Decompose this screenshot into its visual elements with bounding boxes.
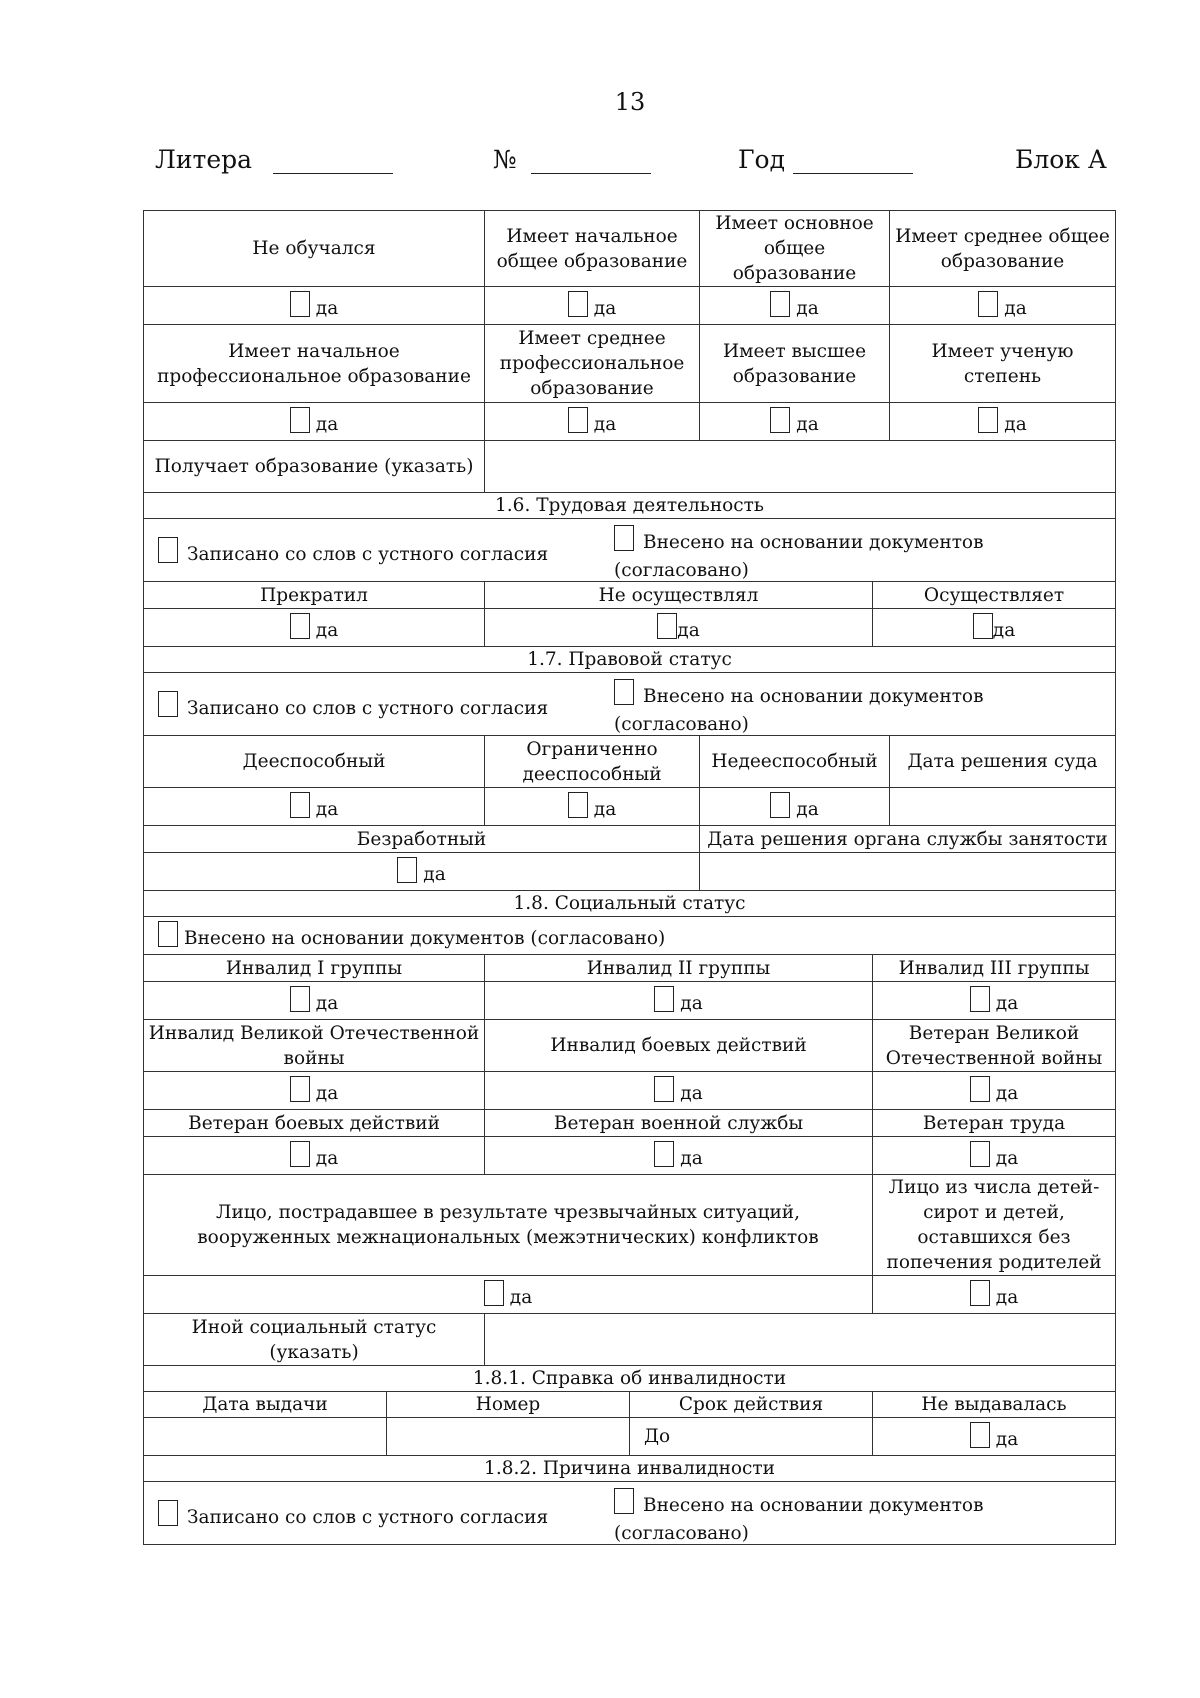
disabled-2-check[interactable]: да [485, 982, 873, 1020]
checkbox[interactable] [970, 1076, 990, 1102]
number-label: № [493, 145, 517, 174]
year-label: Год [738, 145, 785, 174]
legal-consent-row [144, 673, 1116, 736]
combat-disabled-label: Инвалид боевых действий [485, 1020, 873, 1072]
checkbox[interactable] [158, 921, 178, 947]
checkbox[interactable] [978, 291, 998, 317]
checkbox[interactable] [290, 792, 310, 818]
checkbox[interactable] [973, 613, 993, 639]
checkbox[interactable] [614, 525, 634, 551]
checkbox[interactable] [290, 986, 310, 1012]
work-docs-consent[interactable]: Внесено на основании документов (согласовано) [614, 525, 984, 582]
unemployed-check[interactable]: да [144, 853, 700, 891]
edu-primary-prof-label: Имеет начальное профессиональное образование [144, 325, 485, 403]
legal-capable-label: Дееспособный [144, 736, 485, 788]
emergency-victim-label: Лицо, пострадавшее в результате чрезвычайных ситуаций, вооруженных межнациональных (межэтнических) конфликтов [144, 1175, 873, 1276]
edu-secondary-prof-label: Имеет среднее профессиональное образование [485, 325, 700, 403]
work-consent-row [144, 519, 1116, 582]
checkbox[interactable] [770, 407, 790, 433]
checkbox[interactable] [657, 613, 677, 639]
checkbox[interactable] [970, 1141, 990, 1167]
military-veteran-label: Ветеран военной службы [485, 1110, 873, 1137]
checkbox[interactable] [290, 407, 310, 433]
reason-oral-consent[interactable]: Записано со слов с устного согласия [158, 1500, 548, 1530]
checkbox[interactable] [654, 1141, 674, 1167]
labour-veteran-label: Ветеран труда [873, 1110, 1116, 1137]
edu-higher-check[interactable]: да [700, 403, 890, 441]
legal-limited-check[interactable]: да [485, 788, 700, 826]
employment-date-field[interactable] [700, 853, 1116, 891]
form-header [155, 145, 1110, 181]
work-active-label: Осуществляет [873, 582, 1116, 609]
cert-issue-date-label: Дата выдачи [144, 1392, 387, 1418]
edu-studying-field[interactable] [485, 441, 1116, 493]
checkbox[interactable] [614, 679, 634, 705]
edu-basic-general-check[interactable]: да [700, 287, 890, 325]
legal-incapable-label: Недееспособный [700, 736, 890, 788]
other-status-field[interactable] [485, 1314, 1116, 1366]
edu-secondary-prof-check[interactable]: да [485, 403, 700, 441]
page-number: 13 [614, 88, 646, 116]
number-field[interactable] [531, 173, 651, 174]
legal-capable-check[interactable]: да [144, 788, 485, 826]
reason-consent-row [144, 1482, 1116, 1545]
checkbox[interactable] [290, 613, 310, 639]
registration-form-table [143, 210, 1116, 1545]
edu-primary-general-check[interactable]: да [485, 287, 700, 325]
litera-label: Литера [155, 145, 253, 174]
work-stopped-label: Прекратил [144, 582, 485, 609]
ww2-disabled-check[interactable]: да [144, 1072, 485, 1110]
legal-court-date-label: Дата решения суда [890, 736, 1116, 788]
work-never-label: Не осуществлял [485, 582, 873, 609]
disabled-2-label: Инвалид II группы [485, 955, 873, 982]
edu-degree-check[interactable]: да [890, 403, 1116, 441]
edu-basic-general-label: Имеет основное общее образование [700, 211, 890, 287]
social-section-title: 1.8. Социальный статус [144, 891, 1116, 917]
checkbox[interactable] [770, 792, 790, 818]
labour-veteran-check[interactable]: да [873, 1137, 1116, 1175]
legal-limited-label: Ограниченно дееспособный [485, 736, 700, 788]
work-oral-consent[interactable]: Записано со слов с устного согласия [158, 537, 548, 567]
cert-number-field[interactable] [387, 1418, 630, 1456]
combat-disabled-check[interactable]: да [485, 1072, 873, 1110]
legal-oral-consent[interactable]: Записано со слов с устного согласия [158, 691, 548, 721]
checkbox[interactable] [970, 1422, 990, 1448]
checkbox[interactable] [158, 537, 178, 563]
social-docs-consent[interactable]: Внесено на основании документов (согласовано) [144, 917, 1116, 955]
checkbox[interactable] [970, 986, 990, 1012]
work-active-check[interactable]: да [873, 609, 1116, 647]
cert-not-issued-label: Не выдавалась [873, 1392, 1116, 1418]
cert-number-label: Номер [387, 1392, 630, 1418]
cert-validity-label: Срок действия [630, 1392, 873, 1418]
ww2-veteran-check[interactable]: да [873, 1072, 1116, 1110]
other-status-label: Иной социальный статус (указать) [144, 1314, 485, 1366]
checkbox[interactable] [970, 1280, 990, 1306]
edu-primary-prof-check[interactable]: да [144, 403, 485, 441]
work-stopped-check[interactable]: да [144, 609, 485, 647]
year-field[interactable] [793, 173, 913, 174]
checkbox[interactable] [158, 691, 178, 717]
cert-validity-field[interactable]: До [630, 1418, 873, 1456]
emergency-victim-check[interactable]: да [144, 1276, 873, 1314]
checkbox[interactable] [568, 792, 588, 818]
combat-veteran-label: Ветеран боевых действий [144, 1110, 485, 1137]
legal-section-title: 1.7. Правовой статус [144, 647, 1116, 673]
edu-degree-label: Имеет ученую степень [890, 325, 1116, 403]
employment-date-label: Дата решения органа службы занятости [700, 826, 1116, 853]
checkbox[interactable] [290, 1141, 310, 1167]
orphan-label: Лицо из числа детей-сирот и детей, оставшихся без попечения родителей [873, 1175, 1116, 1276]
edu-secondary-general-check[interactable]: да [890, 287, 1116, 325]
checkbox[interactable] [654, 986, 674, 1012]
disabled-1-check[interactable]: да [144, 982, 485, 1020]
disabled-3-label: Инвалид III группы [873, 955, 1116, 982]
block-label: Блок А [1015, 145, 1107, 174]
ww2-disabled-label: Инвалид Великой Отечественной войны [144, 1020, 485, 1072]
litera-field[interactable] [273, 173, 393, 174]
disabled-1-label: Инвалид I группы [144, 955, 485, 982]
ww2-veteran-label: Ветеран Великой Отечественной войны [873, 1020, 1116, 1072]
legal-court-date-field[interactable] [890, 788, 1116, 826]
work-section-title: 1.6. Трудовая деятельность [144, 493, 1116, 519]
edu-none-label: Не обучался [144, 211, 485, 287]
edu-secondary-general-label: Имеет среднее общее образование [890, 211, 1116, 287]
checkbox[interactable] [654, 1076, 674, 1102]
edu-none-check[interactable]: да [144, 287, 485, 325]
checkbox[interactable] [978, 407, 998, 433]
legal-docs-consent[interactable]: Внесено на основании документов (согласовано) [614, 679, 984, 736]
unemployed-label: Безработный [144, 826, 700, 853]
checkbox[interactable] [290, 291, 310, 317]
checkbox[interactable] [568, 291, 588, 317]
disability-reason-title: 1.8.2. Причина инвалидности [144, 1456, 1116, 1482]
combat-veteran-check[interactable]: да [144, 1137, 485, 1175]
disability-cert-title: 1.8.1. Справка об инвалидности [144, 1366, 1116, 1392]
edu-higher-label: Имеет высшее образование [700, 325, 890, 403]
orphan-check[interactable]: да [873, 1276, 1116, 1314]
reason-docs-consent[interactable]: Внесено на основании документов (согласовано) [614, 1488, 984, 1545]
military-veteran-check[interactable]: да [485, 1137, 873, 1175]
checkbox[interactable] [770, 291, 790, 317]
checkbox[interactable] [290, 1076, 310, 1102]
work-never-check[interactable]: да [485, 609, 873, 647]
checkbox[interactable] [484, 1280, 504, 1306]
checkbox[interactable] [158, 1500, 178, 1526]
cert-issue-date-field[interactable] [144, 1418, 387, 1456]
checkbox[interactable] [614, 1488, 634, 1514]
checkbox[interactable] [568, 407, 588, 433]
disabled-3-check[interactable]: да [873, 982, 1116, 1020]
edu-primary-general-label: Имеет начальное общее образование [485, 211, 700, 287]
edu-studying-label: Получает образование (указать) [144, 441, 485, 493]
checkbox[interactable] [397, 857, 417, 883]
legal-incapable-check[interactable]: да [700, 788, 890, 826]
cert-not-issued-check[interactable]: да [873, 1418, 1116, 1456]
